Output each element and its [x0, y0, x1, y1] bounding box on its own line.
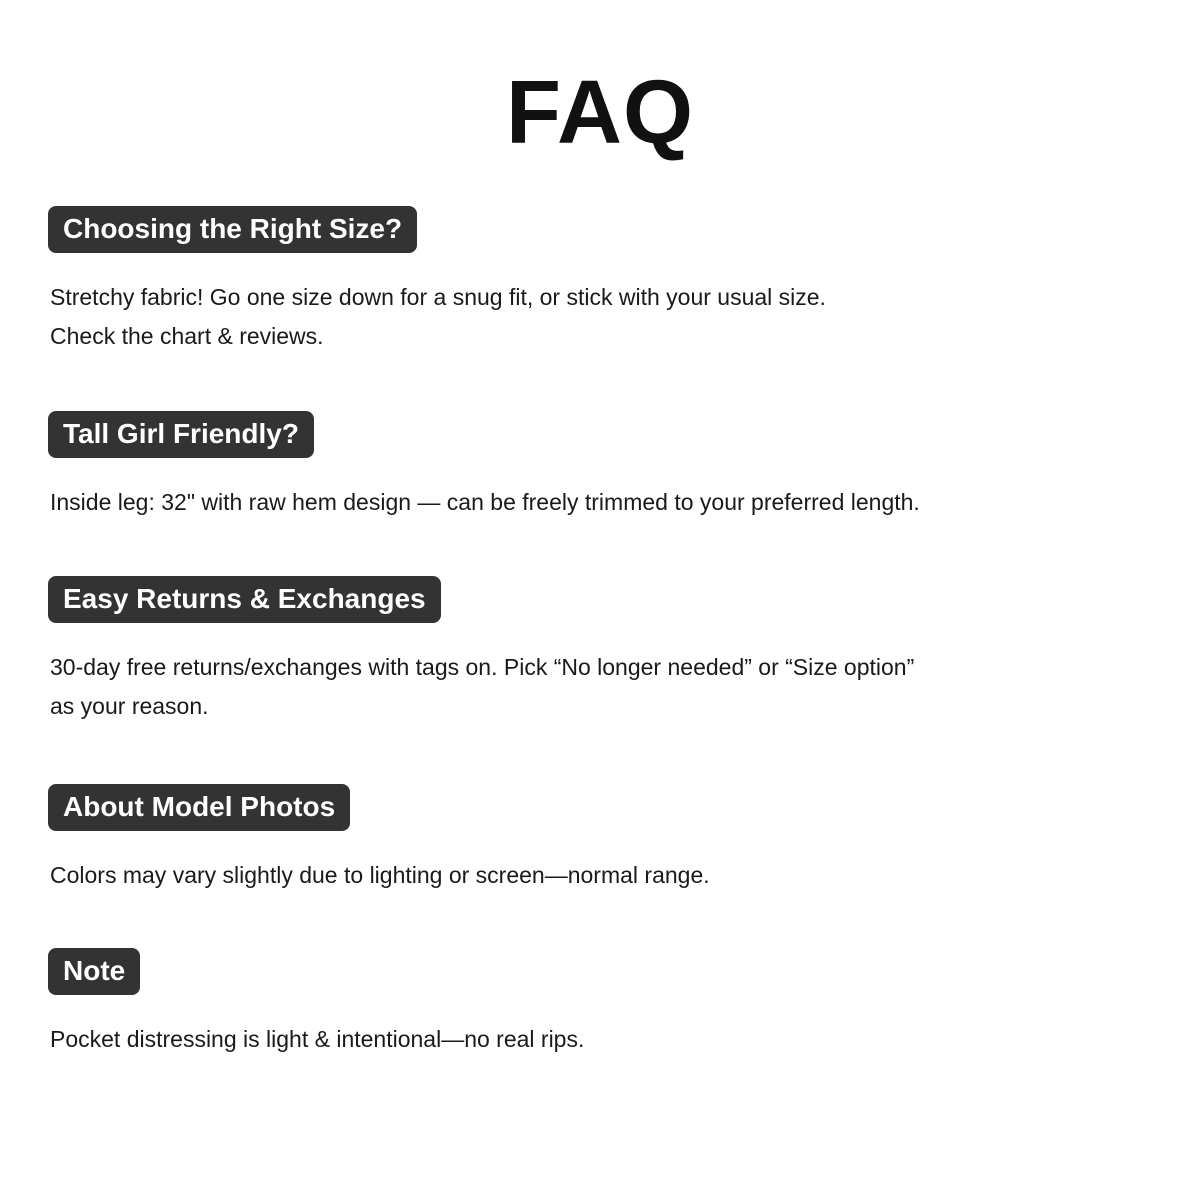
body-line: as your reason. [50, 693, 209, 719]
body-line: Inside leg: 32" with raw hem design — can be freely trimmed to your preferred length. [50, 489, 920, 515]
body-line: Stretchy fabric! Go one size down for a snug fit, or stick with your usual size. [50, 284, 826, 310]
section-heading-badge: Tall Girl Friendly? [48, 411, 314, 458]
section-body [50, 856, 1160, 895]
faq-section-sizing [48, 206, 1160, 356]
section-heading-badge: Easy Returns & Exchanges [48, 576, 441, 623]
body-line: Check the chart & reviews. [50, 323, 324, 349]
section-body [50, 278, 1160, 356]
section-body [50, 648, 1160, 726]
section-heading-badge: About Model Photos [48, 784, 350, 831]
faq-section-note [48, 948, 1160, 1059]
faq-section-returns [48, 576, 1160, 726]
section-heading-badge: Choosing the Right Size? [48, 206, 417, 253]
section-heading-badge: Note [48, 948, 140, 995]
section-body [50, 483, 1160, 522]
faq-section-model-photos [48, 784, 1160, 895]
page-title: FAQ [505, 63, 694, 163]
faq-section-tall-girl [48, 411, 1160, 522]
body-line: Colors may vary slightly due to lighting or screen—normal range. [50, 862, 710, 888]
body-line: Pocket distressing is light & intentional—no real rips. [50, 1026, 585, 1052]
body-line: 30-day free returns/exchanges with tags on. Pick “No longer needed” or “Size option” [50, 654, 915, 680]
section-body [50, 1020, 1160, 1059]
